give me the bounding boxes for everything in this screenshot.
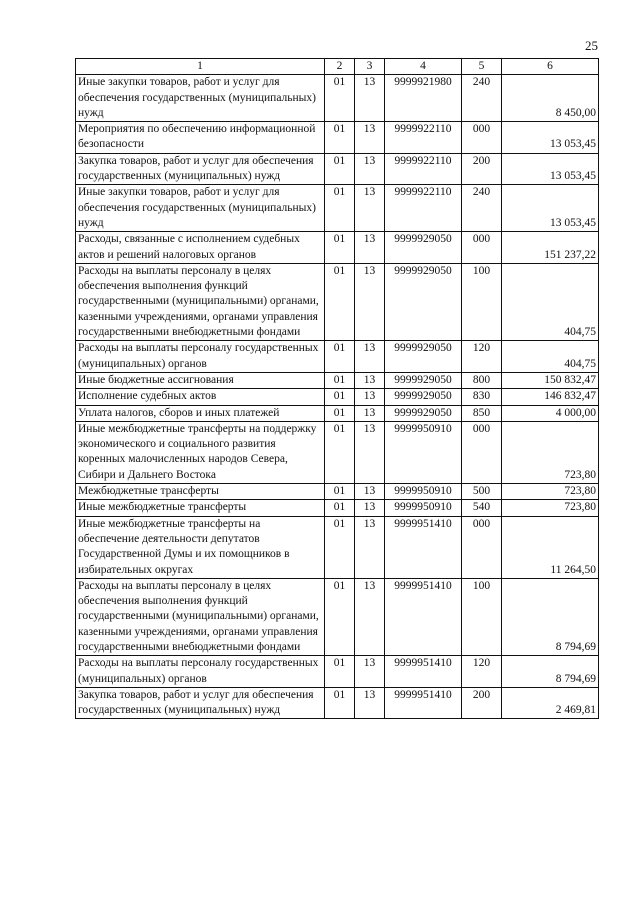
row-code-3: 13 [355,341,385,373]
row-code-3: 13 [355,656,385,688]
row-code-3: 13 [355,153,385,185]
table-row [76,405,599,421]
row-code-5: 100 [462,263,502,340]
row-name: Иные межбюджетные трансферты [76,500,325,516]
row-code-3: 13 [355,405,385,421]
row-code-5: 240 [462,75,502,122]
row-code-2: 01 [325,153,355,185]
row-code-2: 01 [325,656,355,688]
row-code-3: 13 [355,122,385,154]
row-code-4: 9999929050 [385,263,462,340]
row-code-5: 240 [462,185,502,232]
table-body [76,75,599,719]
row-code-2: 01 [325,372,355,388]
row-code-2: 01 [325,75,355,122]
row-sum: 146 832,47 [502,389,599,405]
row-code-5: 850 [462,405,502,421]
row-code-4: 9999950910 [385,484,462,500]
row-name: Иные закупки товаров, работ и услуг для обеспечения государственных (муниципальных) нужд [76,75,325,122]
row-sum: 11 264,50 [502,516,599,578]
table-row [76,500,599,516]
row-name: Мероприятия по обеспечению информационной безопасности [76,122,325,154]
row-code-3: 13 [355,500,385,516]
row-code-5: 100 [462,578,502,655]
row-code-4: 9999950910 [385,421,462,483]
row-name: Закупка товаров, работ и услуг для обеспечения государственных (муниципальных) нужд [76,153,325,185]
row-name: Иные межбюджетные трансферты на поддержку экономического и социального развития коренных малочисленных народов Севера, Сибири и Дальнего Востока [76,421,325,483]
budget-table [75,58,599,719]
row-code-4: 9999929050 [385,372,462,388]
table-row [76,232,599,264]
row-name: Расходы на выплаты персоналу государственных (муниципальных) органов [76,656,325,688]
row-code-5: 830 [462,389,502,405]
row-code-5: 200 [462,153,502,185]
row-code-4: 9999951410 [385,516,462,578]
row-code-5: 120 [462,656,502,688]
row-code-2: 01 [325,389,355,405]
row-code-5: 000 [462,421,502,483]
row-code-5: 000 [462,122,502,154]
table-row [76,122,599,154]
row-code-4: 9999921980 [385,75,462,122]
row-code-3: 13 [355,516,385,578]
row-code-4: 9999929050 [385,232,462,264]
row-code-2: 01 [325,122,355,154]
row-sum: 723,80 [502,421,599,483]
row-sum: 8 794,69 [502,578,599,655]
row-sum: 150 832,47 [502,372,599,388]
table-row [76,578,599,655]
row-name: Иные межбюджетные трансферты на обеспечение деятельности депутатов Государственной Думы и их помощников в избирательных округах [76,516,325,578]
row-code-4: 9999922110 [385,122,462,154]
row-name: Расходы на выплаты персоналу в целях обеспечения выполнения функций государственными (муниципальными) органами, казенными учреждениями, органами управления государственными внебюджетными фондами [76,578,325,655]
row-name: Межбюджетные трансферты [76,484,325,500]
header-cell: 6 [502,59,599,75]
row-code-3: 13 [355,484,385,500]
row-code-3: 13 [355,372,385,388]
row-name: Уплата налогов, сборов и иных платежей [76,405,325,421]
row-code-4: 9999922110 [385,185,462,232]
row-name: Расходы на выплаты персоналу в целях обеспечения выполнения функций государственными (муниципальными) органами, казенными учреждениями, органами управления государственными внебюджетными фондами [76,263,325,340]
row-code-4: 9999929050 [385,389,462,405]
table-row [76,153,599,185]
header-cell: 3 [355,59,385,75]
row-code-4: 9999951410 [385,687,462,719]
row-name: Иные бюджетные ассигнования [76,372,325,388]
row-code-3: 13 [355,75,385,122]
row-sum: 723,80 [502,500,599,516]
row-code-2: 01 [325,421,355,483]
row-sum: 723,80 [502,484,599,500]
row-sum: 8 794,69 [502,656,599,688]
row-name: Исполнение судебных актов [76,389,325,405]
row-code-5: 000 [462,516,502,578]
header-row [76,59,599,75]
table-row [76,484,599,500]
row-name: Закупка товаров, работ и услуг для обеспечения государственных (муниципальных) нужд [76,687,325,719]
header-cell: 2 [325,59,355,75]
row-code-2: 01 [325,687,355,719]
table-row [76,185,599,232]
page-number: 25 [585,38,598,53]
table-row [76,421,599,483]
row-code-2: 01 [325,341,355,373]
row-code-5: 200 [462,687,502,719]
row-code-4: 9999950910 [385,500,462,516]
row-sum: 13 053,45 [502,122,599,154]
table-row [76,263,599,340]
header-cell: 5 [462,59,502,75]
row-name: Расходы на выплаты персоналу государственных (муниципальных) органов [76,341,325,373]
row-code-2: 01 [325,578,355,655]
table-row [76,372,599,388]
row-code-4: 9999922110 [385,153,462,185]
table-row [76,389,599,405]
row-code-5: 800 [462,372,502,388]
row-code-3: 13 [355,263,385,340]
table-row [76,656,599,688]
row-code-5: 540 [462,500,502,516]
row-code-5: 120 [462,341,502,373]
row-code-2: 01 [325,263,355,340]
row-code-2: 01 [325,232,355,264]
row-code-3: 13 [355,185,385,232]
table-row [76,687,599,719]
row-code-2: 01 [325,185,355,232]
row-code-5: 500 [462,484,502,500]
row-sum: 13 053,45 [502,153,599,185]
row-sum: 8 450,00 [502,75,599,122]
row-code-5: 000 [462,232,502,264]
table-row [76,341,599,373]
row-code-2: 01 [325,484,355,500]
row-code-3: 13 [355,232,385,264]
row-code-4: 9999951410 [385,656,462,688]
row-sum: 404,75 [502,263,599,340]
row-sum: 4 000,00 [502,405,599,421]
row-code-3: 13 [355,578,385,655]
row-code-3: 13 [355,421,385,483]
row-code-2: 01 [325,516,355,578]
row-code-2: 01 [325,500,355,516]
row-name: Иные закупки товаров, работ и услуг для обеспечения государственных (муниципальных) нужд [76,185,325,232]
row-sum: 2 469,81 [502,687,599,719]
row-code-2: 01 [325,405,355,421]
row-sum: 404,75 [502,341,599,373]
row-code-3: 13 [355,687,385,719]
header-cell: 4 [385,59,462,75]
header-cell: 1 [76,59,325,75]
row-sum: 13 053,45 [502,185,599,232]
row-code-4: 9999929050 [385,405,462,421]
row-name: Расходы, связанные с исполнением судебных актов и решений налоговых органов [76,232,325,264]
table-row [76,516,599,578]
row-sum: 151 237,22 [502,232,599,264]
row-code-4: 9999951410 [385,578,462,655]
row-code-3: 13 [355,389,385,405]
row-code-4: 9999929050 [385,341,462,373]
table-row [76,75,599,122]
